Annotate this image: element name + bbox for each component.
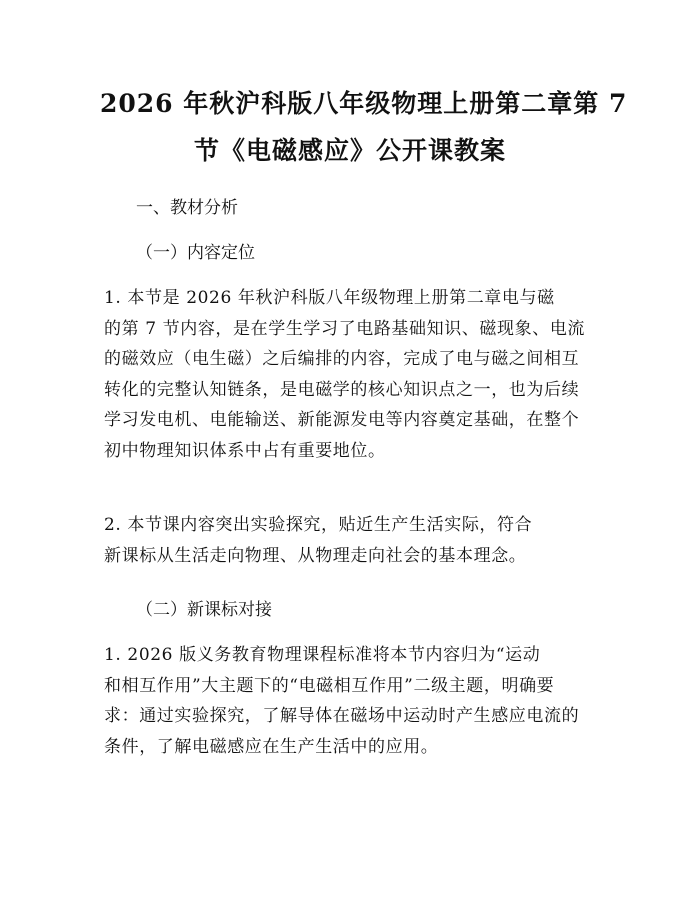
text-line: 求：通过实验探究，了解导体在磁场中运动时产生感应电流的 <box>104 706 580 726</box>
text-line: 新课标从生活走向物理、从物理走向社会的基本理念。 <box>104 545 527 566</box>
paragraph-curriculum-alignment-1 <box>104 640 604 762</box>
paragraph-content-positioning-2 <box>104 510 604 571</box>
section-heading-textbook-analysis: 一、教材分析 <box>136 198 238 218</box>
text-line: 初中物理知识体系中占有重要地位。 <box>104 440 386 461</box>
text-line: 2. 本节课内容突出实验探究，贴近生产生活实际，符合 <box>104 515 533 535</box>
text-line: 1. 本节是 2026 年秋沪科版八年级物理上册第二章电与磁 <box>104 288 555 308</box>
text-line: 条件，了解电磁感应在生产生活中的应用。 <box>104 736 439 757</box>
text-line: 学习发电机、电能输送、新能源发电等内容奠定基础，在整个 <box>104 410 580 430</box>
document-title-line-1: 2026 年秋沪科版八年级物理上册第二章第 7 <box>100 89 628 118</box>
text-line: 和相互作用”大主题下的“电磁相互作用”二级主题，明确要 <box>104 675 555 696</box>
subsection-heading-curriculum-alignment: （二）新课标对接 <box>136 600 272 620</box>
document-title-line-2: 节《电磁感应》公开课教案 <box>193 136 506 165</box>
text-line: 的第 7 节内容，是在学生学习了电路基础知识、磁现象、电流 <box>104 318 586 339</box>
paragraph-content-positioning-1 <box>104 283 604 466</box>
text-line: 1. 2026 版义务教育物理课程标准将本节内容归为“运动 <box>104 645 541 665</box>
subsection-heading-content-positioning: （一）内容定位 <box>136 243 255 263</box>
text-line: 转化的完整认知链条，是电磁学的核心知识点之一，也为后续 <box>104 379 580 400</box>
text-line: 的磁效应（电生磁）之后编排的内容，完成了电与磁之间相互 <box>104 349 580 369</box>
